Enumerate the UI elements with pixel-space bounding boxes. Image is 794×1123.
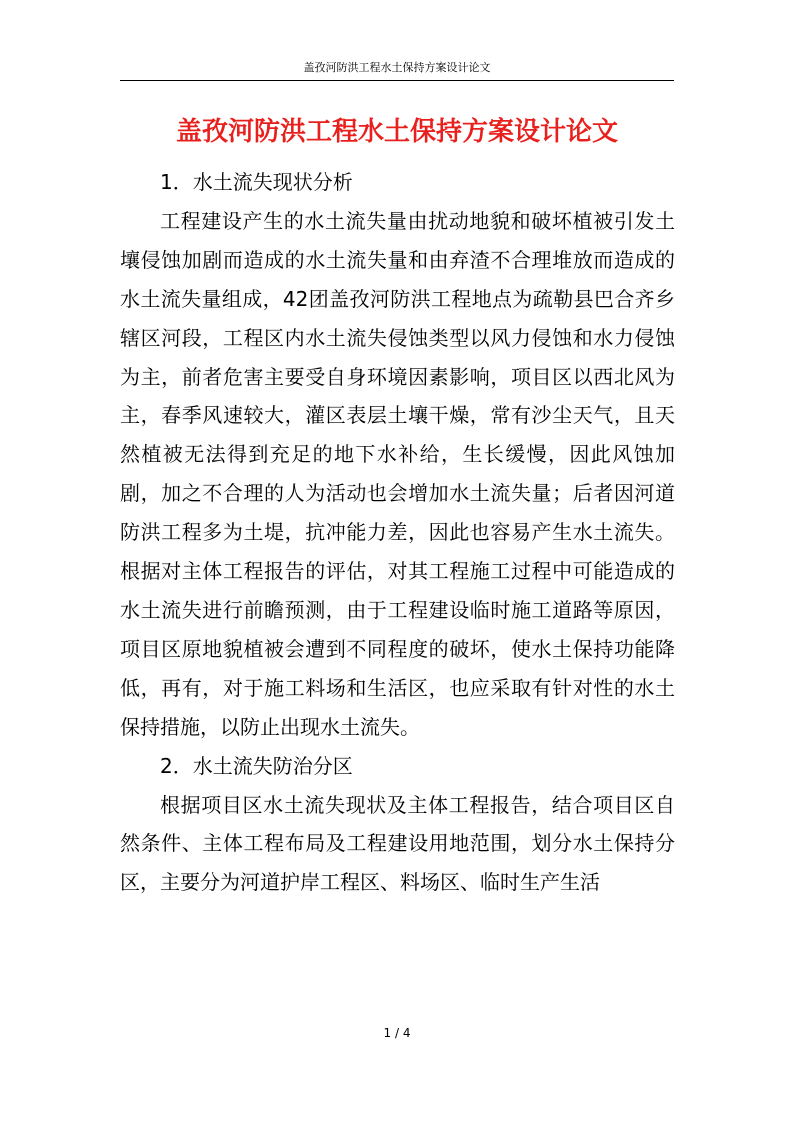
running-header: 盖孜河防洪工程水土保持方案设计论文 (303, 61, 491, 74)
document-body (120, 163, 675, 902)
page-number: 1 / 4 (383, 1026, 411, 1040)
section-heading-1: 1．水土流失现状分析 (160, 170, 353, 194)
section-paragraph-1: 工程建设产生的水土流失量由扰动地貌和破坏植被引发土壤侵蚀加剧而造成的水土流失量和由弃渣不合理堆放而造成的水土流失量组成，42团盖孜河防洪工程地点为疏勒县巴合齐乡辖区河段，工程区内水土流失侵蚀类型以风力侵蚀和水力侵蚀为主，前者危害主要受自身环境因素影响，项目区以西北风为主，春季风速较大，灌区表层土壤干燥，常有沙尘天气，且天然植被无法得到充足的地下水补给，生长缓慢，因此风蚀加剧，加之不合理的人为活动也会增加水土流失量；后者因河道防洪工程多为土堤，抗冲能力差，因此也容易产生水土流失。根据对主体工程报告的评估，对其工程施工过程中可能造成的水土流失进行前瞻预测，由于工程建设临时施工道路等原因，项目区原地貌植被会遭到不同程度的破坏，使水土保持功能降低，再有，对于施工料场和生活区，也应采取有针对性的水土保持措施，以防止出现水土流失。 (120, 208, 675, 739)
document-title: 盖孜河防洪工程水土保持方案设计论文 (175, 117, 618, 147)
section-paragraph-2: 根据项目区水土流失现状及主体工程报告，结合项目区自然条件、主体工程布局及工程建设用地范围，划分水土保持分区，主要分为河道护岸工程区、料场区、临时生产生活 (120, 792, 675, 895)
section-heading-2: 2．水土流失防治分区 (160, 753, 353, 778)
header-divider (120, 80, 674, 81)
